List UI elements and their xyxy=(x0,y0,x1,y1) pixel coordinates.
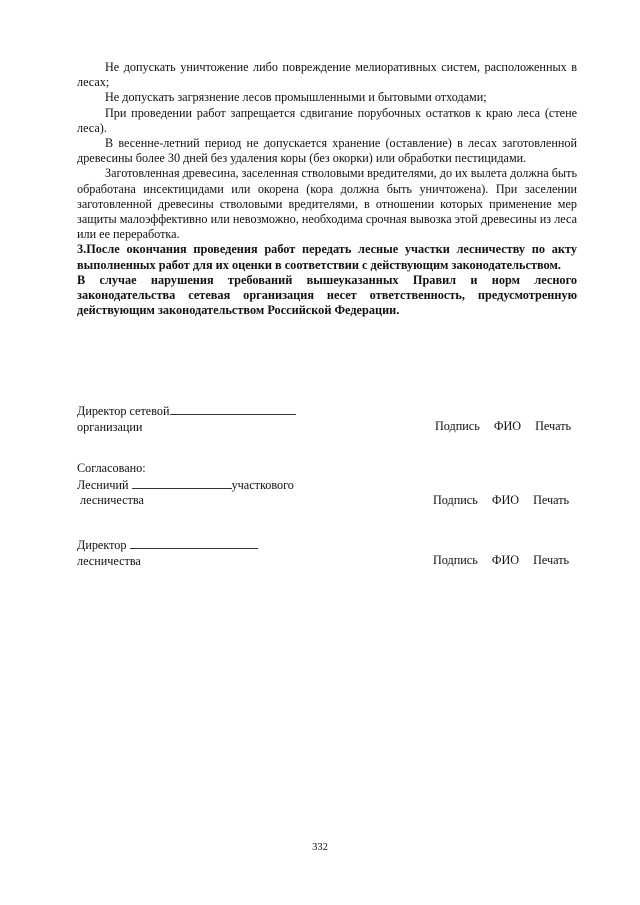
signature-3-line xyxy=(130,537,258,549)
signature-block-forestry-director xyxy=(77,537,258,569)
agreed-label: Согласовано: xyxy=(77,461,146,475)
signature-block-forester xyxy=(77,461,294,509)
sign-label: Подпись xyxy=(435,419,480,433)
paragraph-melioration: Не допускать уничтожение либо повреждение мелиоративных систем, расположенных в лесах; xyxy=(77,60,577,90)
signature-3-labels xyxy=(433,553,569,568)
stamp-label: Печать xyxy=(533,493,570,507)
paragraph-pests: Заготовленная древесина, заселенная стволовыми вредителями, до их вылета должна быть обработана инсектицидами или окорена (кора должна быть уничтожена). При заселении заготовленной древесины стволовыми вредителями, в отношении которых применение мер защиты малоэффективно или невозможно, необходима срочная вывозка этой древесины из леса или ее переработка. xyxy=(77,166,578,242)
signature-block-network-director xyxy=(77,403,296,435)
stamp-label: Печать xyxy=(533,553,570,567)
name-label: ФИО xyxy=(491,493,520,507)
signature-3-title: Директор xyxy=(77,538,127,552)
sign-label: Подпись xyxy=(433,553,478,567)
body-text xyxy=(77,60,577,318)
signature-2-labels xyxy=(433,493,569,508)
page-number: 332 xyxy=(312,842,328,853)
signature-1-labels xyxy=(435,419,571,434)
signature-1-line xyxy=(170,403,296,415)
paragraph-storage: В весенне-летний период не допускается хранение (оставление) в лесах заготовленной древесины более 30 дней без удаления коры (без окорки) или обработки пестицидами. xyxy=(77,136,577,166)
signature-2-title: Лесничий xyxy=(77,477,129,492)
paragraph-handover: 3.После окончания проведения работ передать лесные участки лесничеству по акту выполненных работ для их оценки в соответствии с действующим законодательством. xyxy=(77,242,577,272)
stamp-label: Печать xyxy=(535,419,572,433)
paragraph-liability: В случае нарушения требований вышеуказанных Правил и норм лесного законодательства сетевая организация несет ответственность, предусмотренную действующим законодательством Российской Федерации. xyxy=(77,272,577,318)
sign-label: Подпись xyxy=(433,493,478,507)
signature-3-org: лесничества xyxy=(77,553,141,568)
name-label: ФИО xyxy=(493,419,522,433)
paragraph-pollution: Не допускать загрязнение лесов промышленными и бытовыми отходами; xyxy=(105,90,487,105)
signature-2-suffix: участкового xyxy=(231,477,294,492)
signature-2-line xyxy=(132,477,232,489)
paragraph-residues: При проведении работ запрещается сдвигание порубочных остатков к краю леса (стене леса). xyxy=(77,105,577,135)
name-label: ФИО xyxy=(491,553,520,567)
signature-1-org: организации xyxy=(77,419,143,434)
signature-2-org: лесничества xyxy=(77,493,144,507)
signature-1-title: Директор сетевой xyxy=(77,404,170,418)
